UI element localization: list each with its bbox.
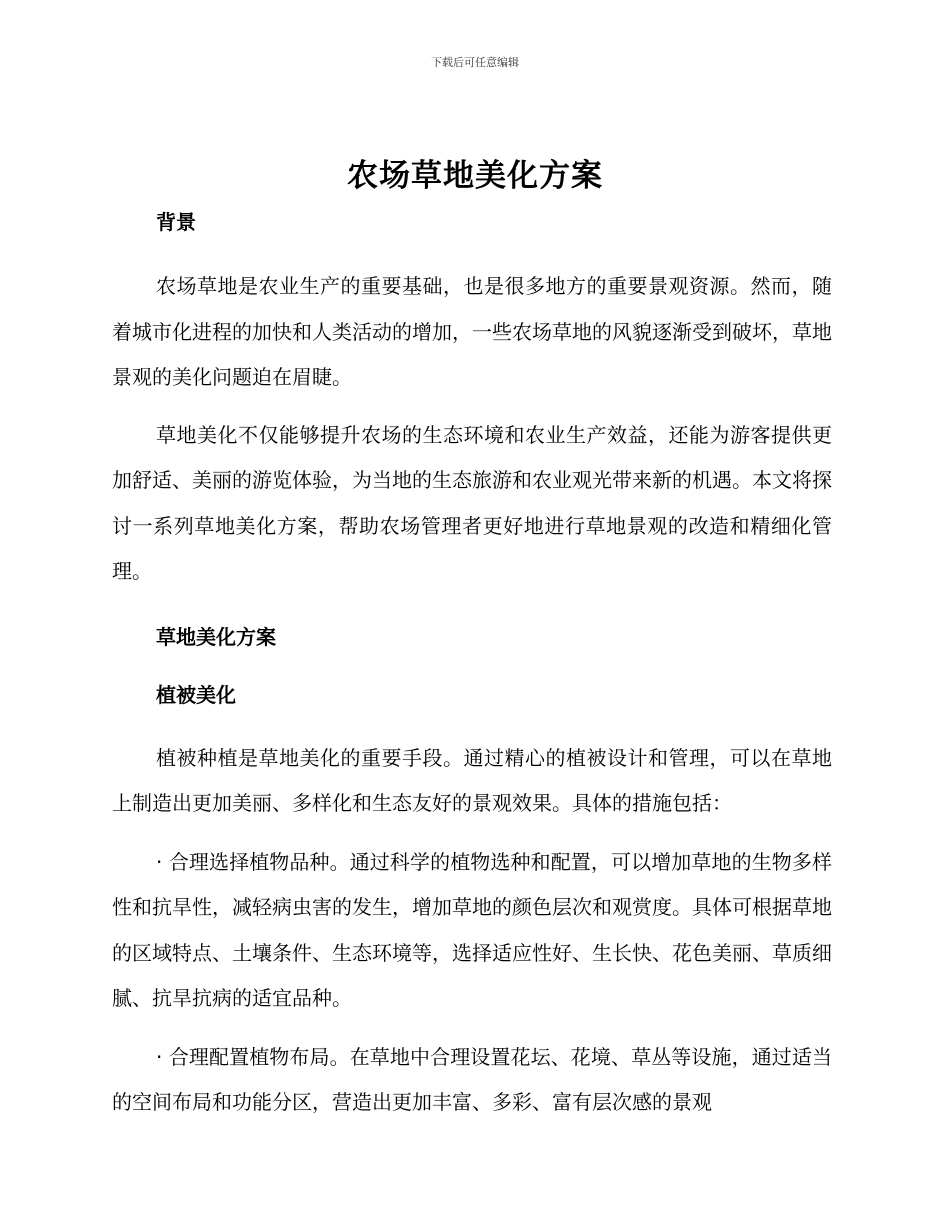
header-note: 下载后可任意编辑 — [431, 56, 519, 69]
bullet-item-plant-layout: · 合理配置植物布局。在草地中合理设置花坛、花境、草丛等设施，通过适当的空间布局和功能分区，营造出更加丰富、多彩、富有层次感的景观 — [112, 1044, 832, 1114]
subsection-heading-vegetation: 植被美化 — [156, 682, 236, 707]
section-heading-plan: 草地美化方案 — [156, 624, 276, 649]
document-body — [112, 206, 832, 1126]
bullet-item-plant-selection: · 合理选择植物品种。通过科学的植物选种和配置，可以增加草地的生物多样性和抗旱性，减轻病虫害的发生，增加草地的颜色层次和观赏度。具体可根据草地的区域特点、土壤条件、生态环境等，选择适应性好、生长快、花色美丽、草质细腻、抗旱抗病的适宜品种。 — [112, 849, 832, 1010]
paragraph-background-1: 农场草地是农业生产的重要基础，也是很多地方的重要景观资源。然而，随着城市化进程的加快和人类活动的增加，一些农场草地的风貌逐渐受到破坏，草地景观的美化问题迫在眉睫。 — [112, 274, 832, 389]
document-title: 农场草地美化方案 — [347, 158, 603, 194]
section-heading-background: 背景 — [156, 210, 196, 234]
paragraph-vegetation-intro: 植被种植是草地美化的重要手段。通过精心的植被设计和管理，可以在草地上制造出更加美丽、多样化和生态友好的景观效果。具体的措施包括： — [112, 745, 832, 815]
paragraph-background-2: 草地美化不仅能够提升农场的生态环境和农业生产效益，还能为游客提供更加舒适、美丽的游览体验，为当地的生态旅游和农业观光带来新的机遇。本文将探讨一系列草地美化方案，帮助农场管理者更好地进行草地景观的改造和精细化管理。 — [112, 422, 832, 583]
